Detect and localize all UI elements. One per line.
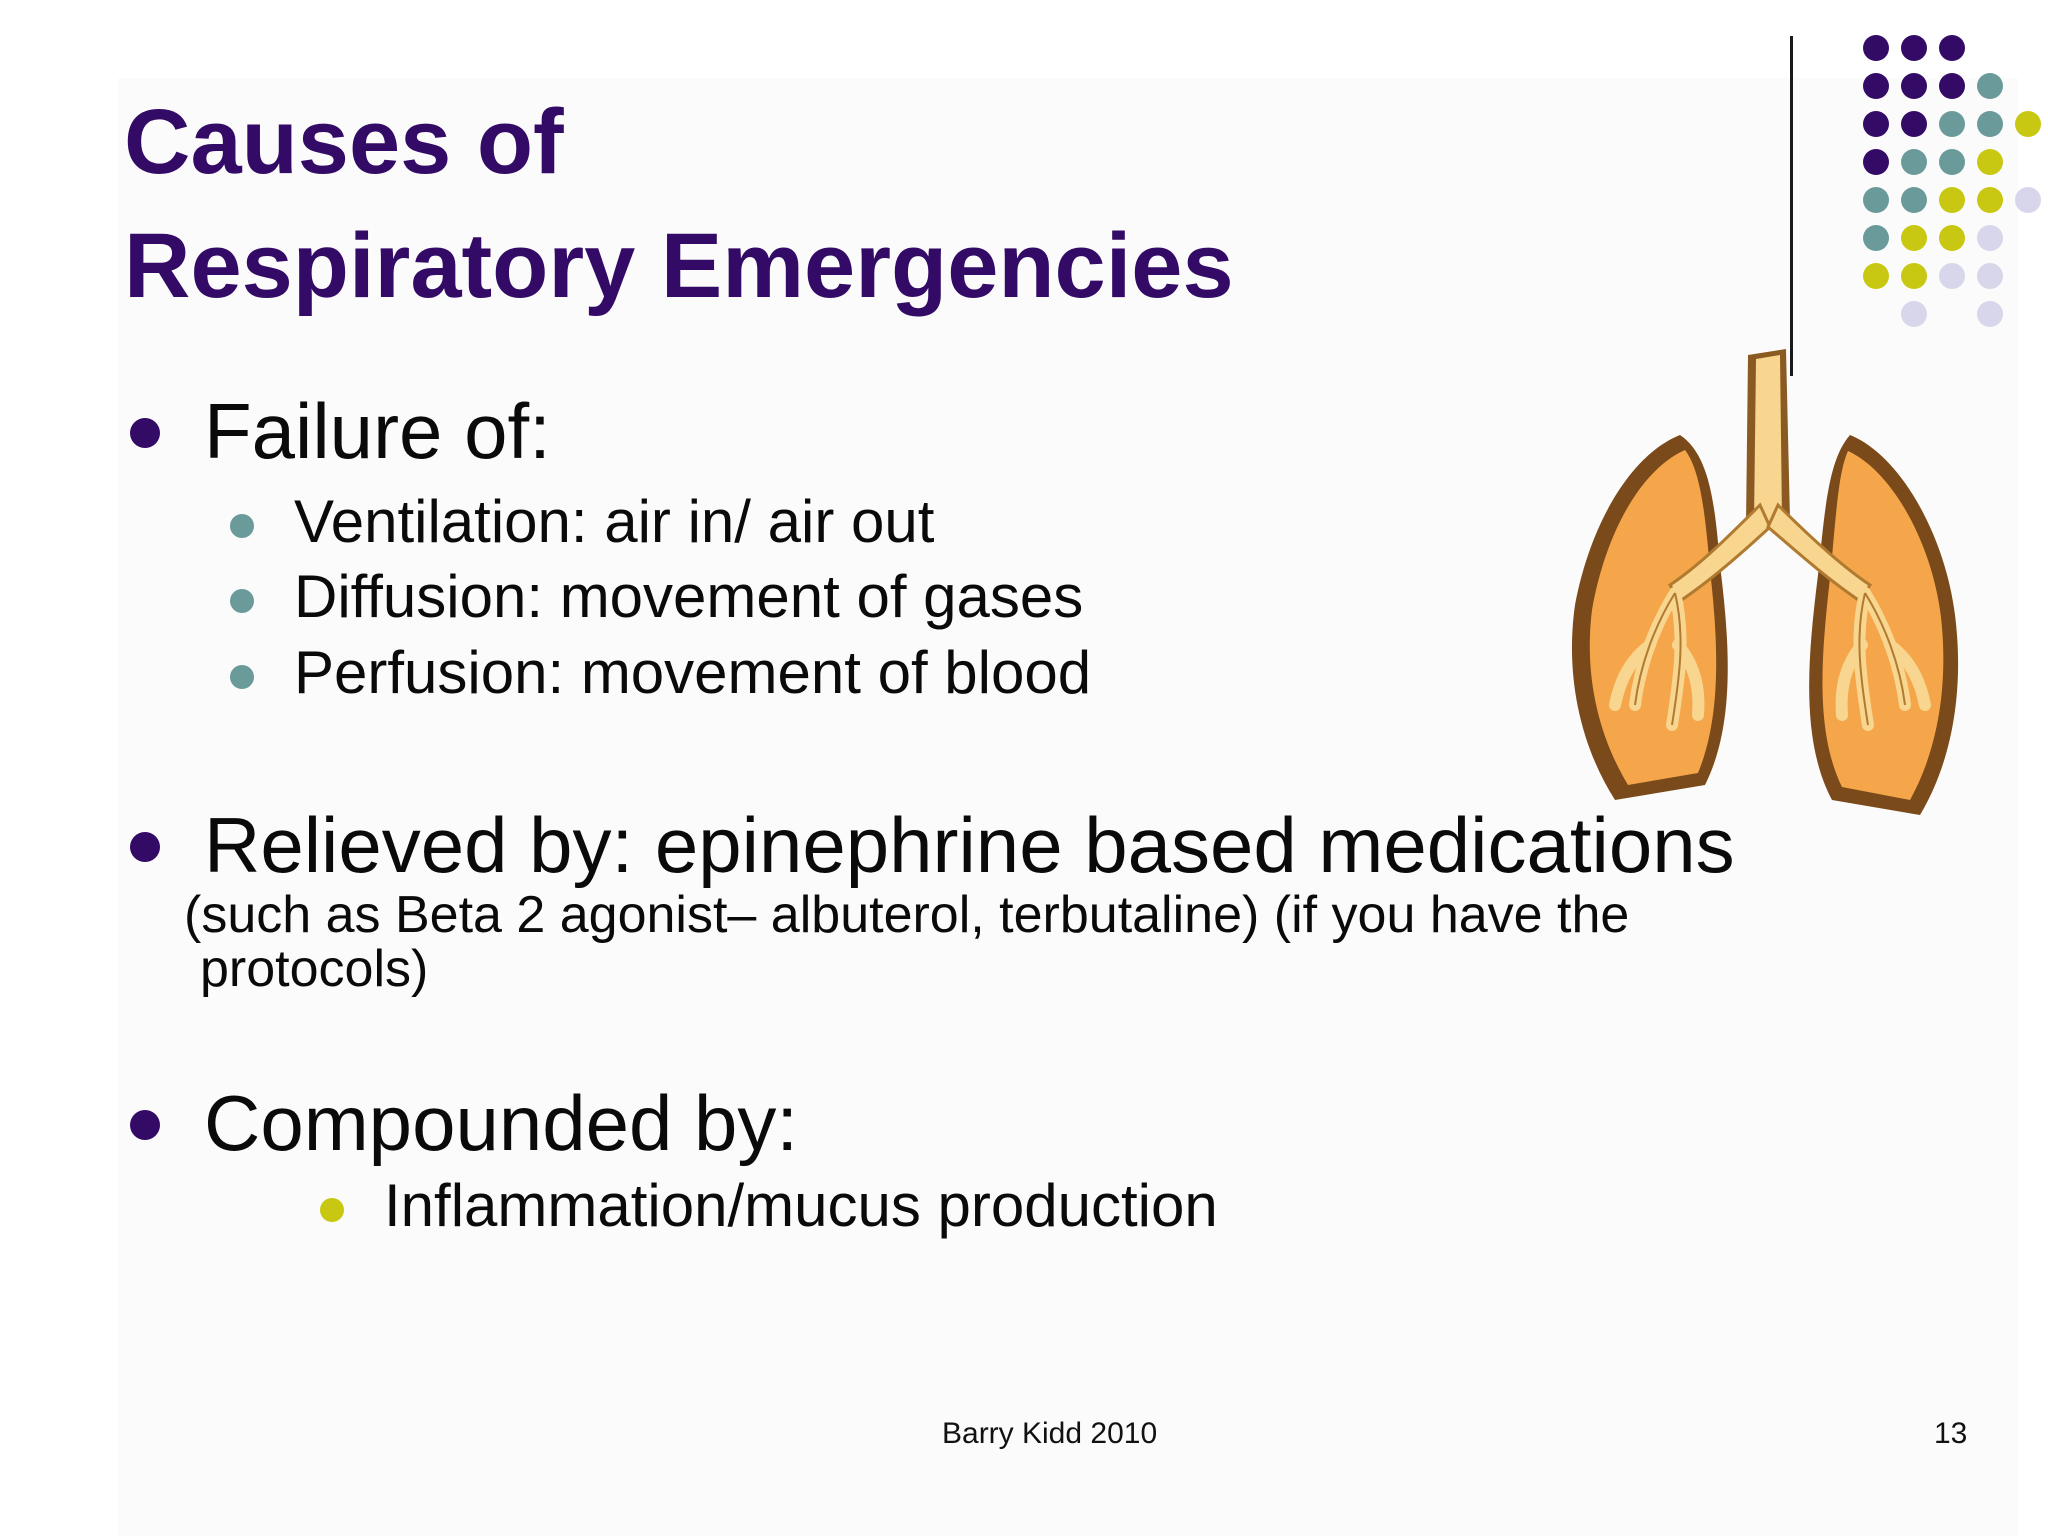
footer-author: Barry Kidd 2010 [942, 1417, 1158, 1450]
bullet-failure [204, 386, 551, 476]
sub-bullet-perfusion [294, 637, 1091, 709]
decorative-dot [1939, 35, 1965, 61]
slide-title [124, 80, 1234, 328]
decorative-dot [1863, 35, 1889, 61]
slide-number: 13 [1934, 1417, 1968, 1450]
bullet-compounded-label: Compounded by: [204, 1079, 799, 1167]
sub-bullet-inflammation [384, 1170, 1218, 1242]
lungs-illustration [1560, 345, 1980, 825]
bullet-relieved [204, 800, 1735, 890]
bullet-failure-label: Failure of: [204, 387, 551, 475]
title-line-1: Causes of [124, 91, 564, 193]
decorative-dot [1901, 35, 1927, 61]
sub-bullet-text: Perfusion: movement of blood [294, 639, 1092, 706]
bullet-dot-icon [130, 832, 160, 862]
title-line-2: Respiratory Emergencies [124, 215, 1234, 317]
bullet-dot-icon [130, 1110, 160, 1140]
relieved-note [184, 888, 1744, 996]
sub-bullet-dot-icon [230, 514, 254, 538]
relieved-note-line-2: protocols) [200, 940, 429, 998]
decorative-dot [2015, 111, 2041, 137]
sub-bullet-text: Inflammation/mucus production [384, 1172, 1218, 1239]
decorative-dot [2015, 187, 2041, 213]
bullet-compounded [204, 1078, 798, 1168]
sub-bullet-dot-icon [230, 589, 254, 613]
bullet-dot-icon [130, 418, 160, 448]
title-divider-line [1790, 36, 1793, 376]
sub-bullet-dot-icon [230, 665, 254, 689]
relieved-note-line-1: (such as Beta 2 agonist– albuterol, terbutaline) (if you have the [184, 886, 1630, 944]
sub-bullet-text: Diffusion: movement of gases [294, 563, 1084, 630]
sub-bullet-diffusion [294, 561, 1083, 633]
bullet-relieved-label: Relieved by: epinephrine based medications [204, 801, 1735, 889]
sub-bullet-ventilation [294, 486, 934, 558]
sub-bullet-dot-icon [320, 1198, 344, 1222]
sub-bullet-text: Ventilation: air in/ air out [294, 488, 935, 555]
